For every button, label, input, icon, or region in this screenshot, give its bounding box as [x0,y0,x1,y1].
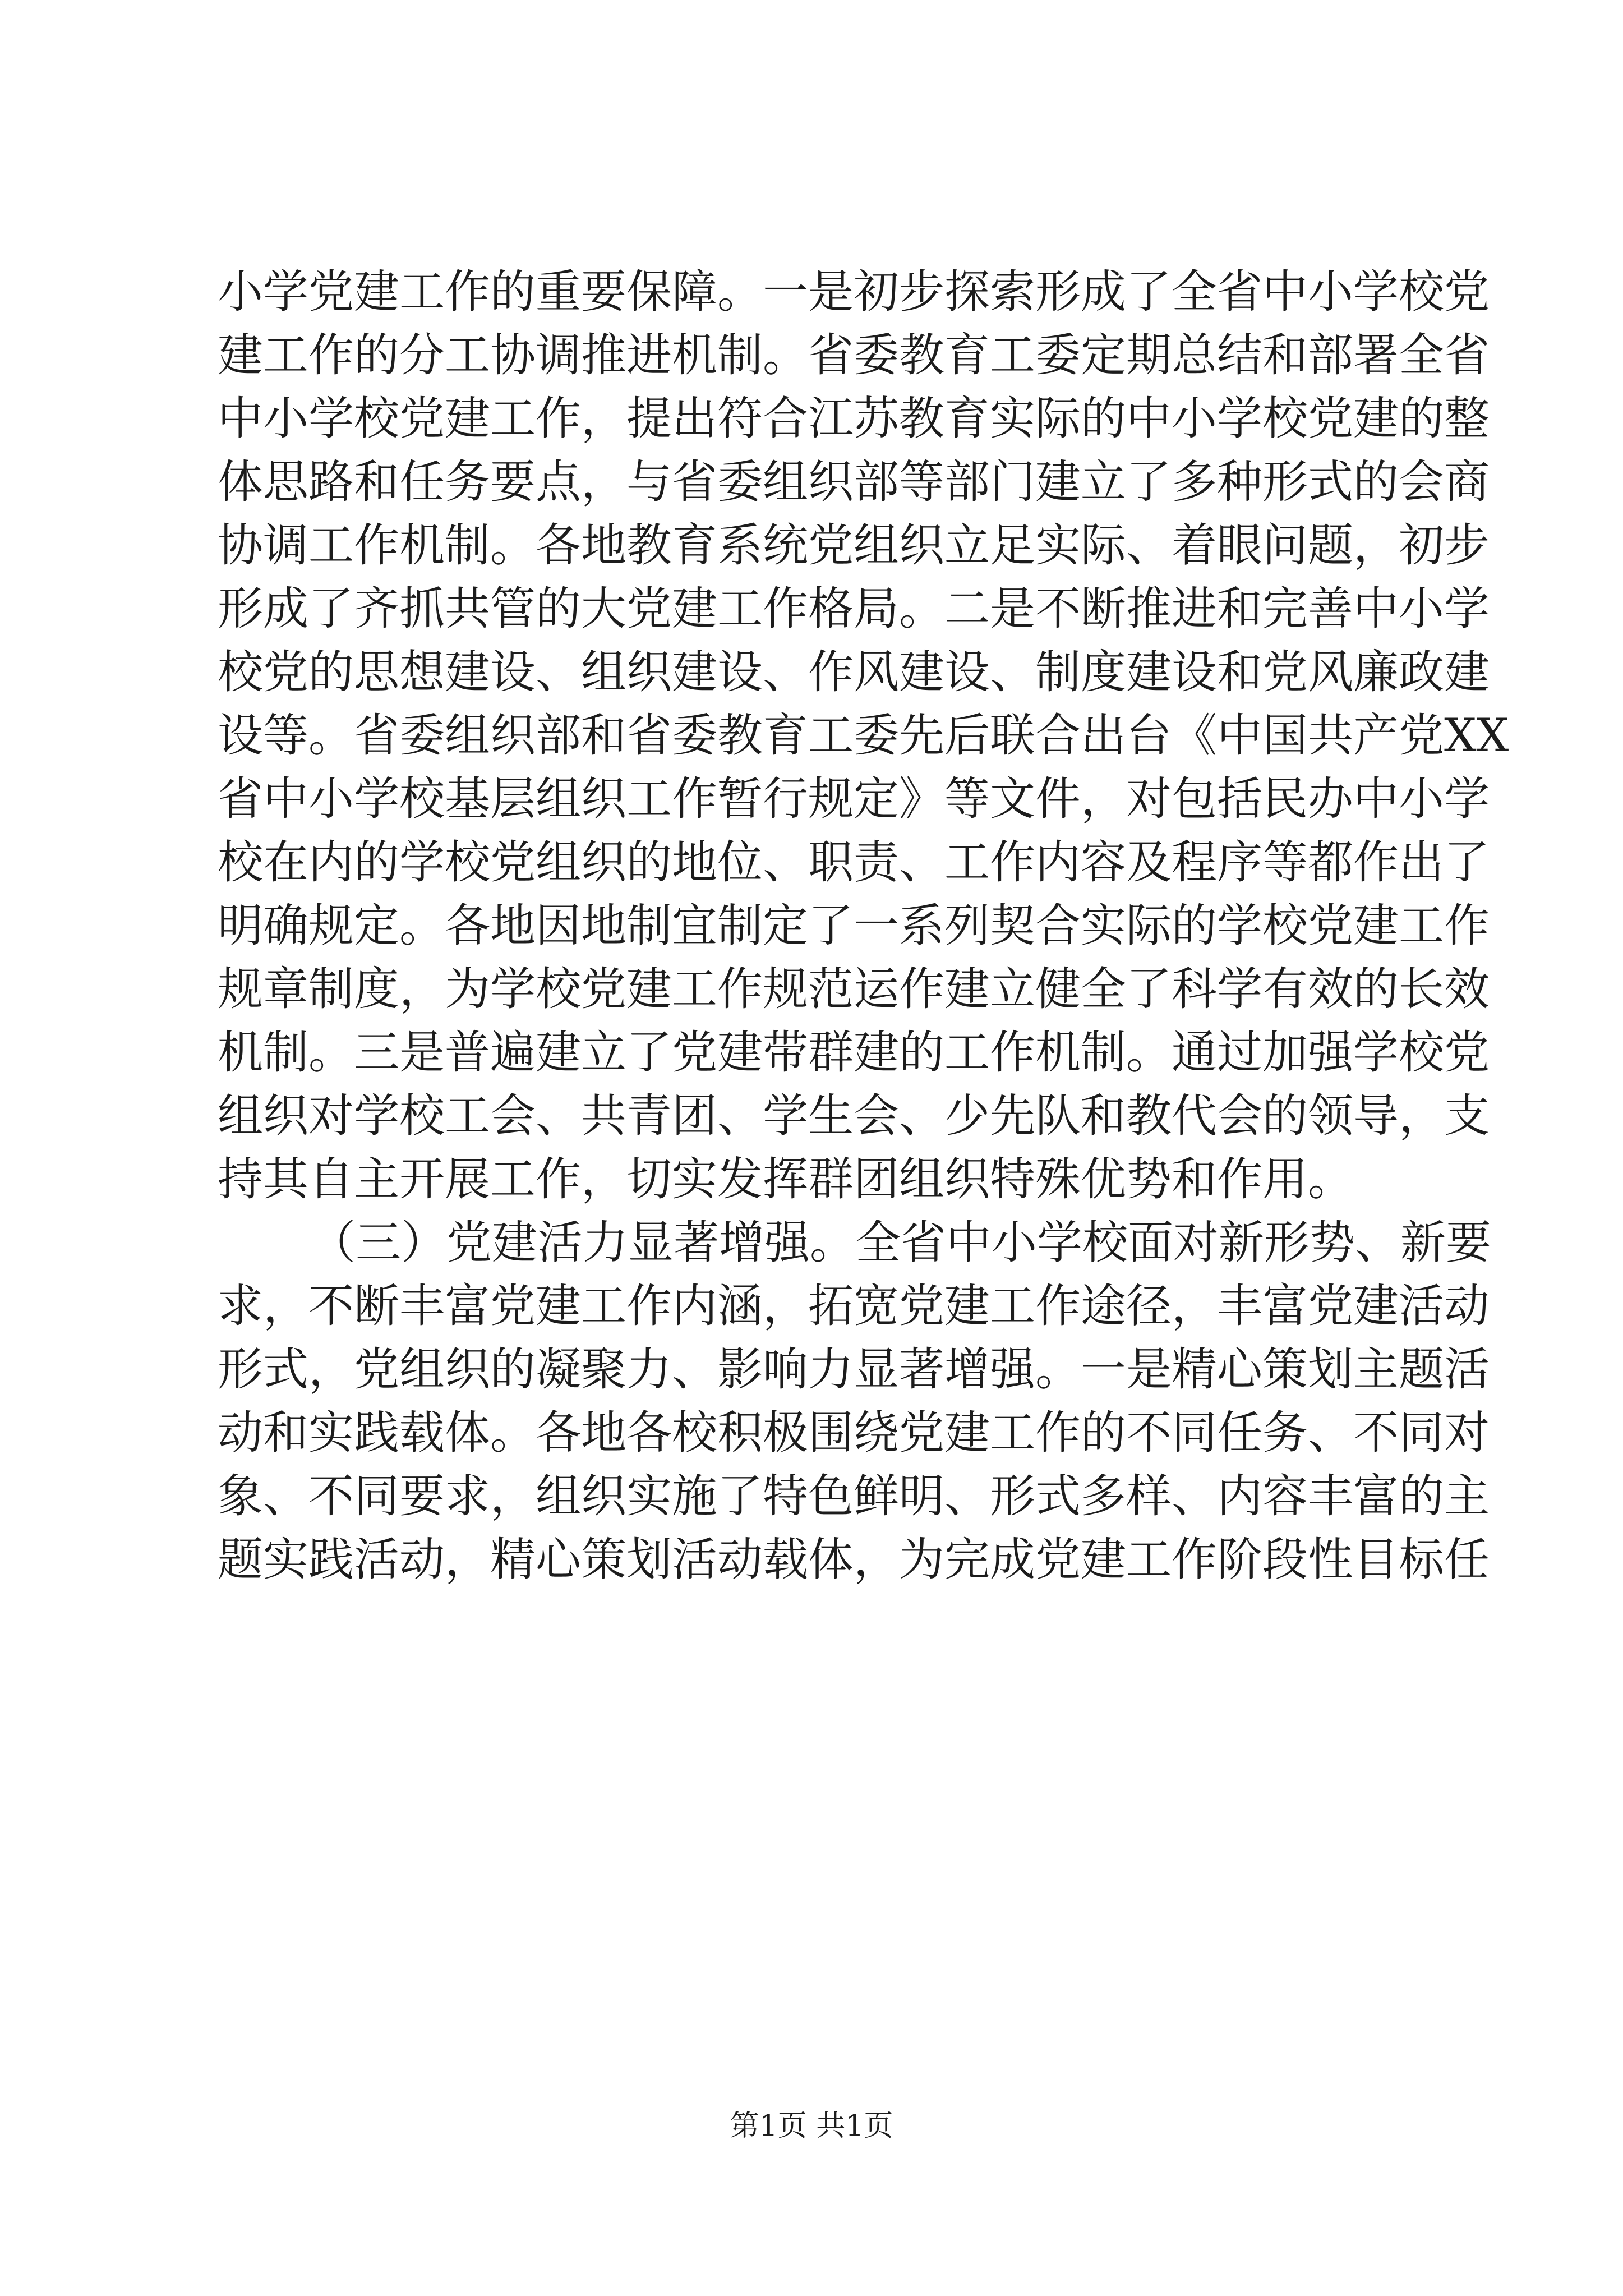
text-line: 设等。省委组织部和省委教育工委先后联合出台《中国共产党XX [218,710,1509,762]
text-line: 体思路和任务要点，与省委组织部等部门建立了多种形式的会商 [218,456,1490,509]
section-heading-line: （三）党建活力显著增强。全省中小学校面对新形势、新要 [310,1217,1492,1269]
text-line: 明确规定。各地因地制宜制定了一系列契合实际的学校党建工作 [218,900,1490,953]
text-line: 校在内的学校党组织的地位、职责、工作内容及程序等都作出了 [218,836,1490,889]
text-line: 象、不同要求，组织实施了特色鲜明、形式多样、内容丰富的主 [218,1470,1490,1523]
text-line: 形成了齐抓共管的大党建工作格局。二是不断推进和完善中小学 [218,583,1490,636]
text-line: 规章制度，为学校党建工作规范运作建立健全了科学有效的长效 [218,963,1490,1016]
text-line: 组织对学校工会、共青团、学生会、少先队和教代会的领导，支 [218,1090,1490,1143]
text-line: 题实践活动，精心策划活动载体，为完成党建工作阶段性目标任 [218,1534,1490,1586]
text-line: 机制。三是普遍建立了党建带群建的工作机制。通过加强学校党 [218,1027,1490,1079]
text-line: 建工作的分工协调推进机制。省委教育工委定期总结和部署全省 [218,329,1490,382]
text-line: 动和实践载体。各地各校积极围绕党建工作的不同任务、不同对 [218,1407,1490,1460]
text-line: 省中小学校基层组织工作暂行规定》等文件，对包括民办中小学 [218,773,1490,826]
text-line: 校党的思想建设、组织建设、作风建设、制度建设和党风廉政建 [218,646,1490,699]
text-line: 小学党建工作的重要保障。一是初步探索形成了全省中小学校党 [218,266,1490,319]
body-text [218,261,1509,1592]
paragraph-end-line: 持其自主开展工作，切实发挥群团组织特殊优势和作用。 [218,1153,1354,1206]
text-line: 中小学校党建工作，提出符合江苏教育实际的中小学校党建的整 [218,393,1490,445]
text-line: 求，不断丰富党建工作内涵，拓宽党建工作途径，丰富党建活动 [218,1280,1490,1333]
page-footer: 第1页 共1页 [730,2109,893,2143]
text-line: 协调工作机制。各地教育系统党组织立足实际、着眼问题，初步 [218,519,1490,572]
text-line: 形式，党组织的凝聚力、影响力显著增强。一是精心策划主题活 [218,1343,1490,1396]
